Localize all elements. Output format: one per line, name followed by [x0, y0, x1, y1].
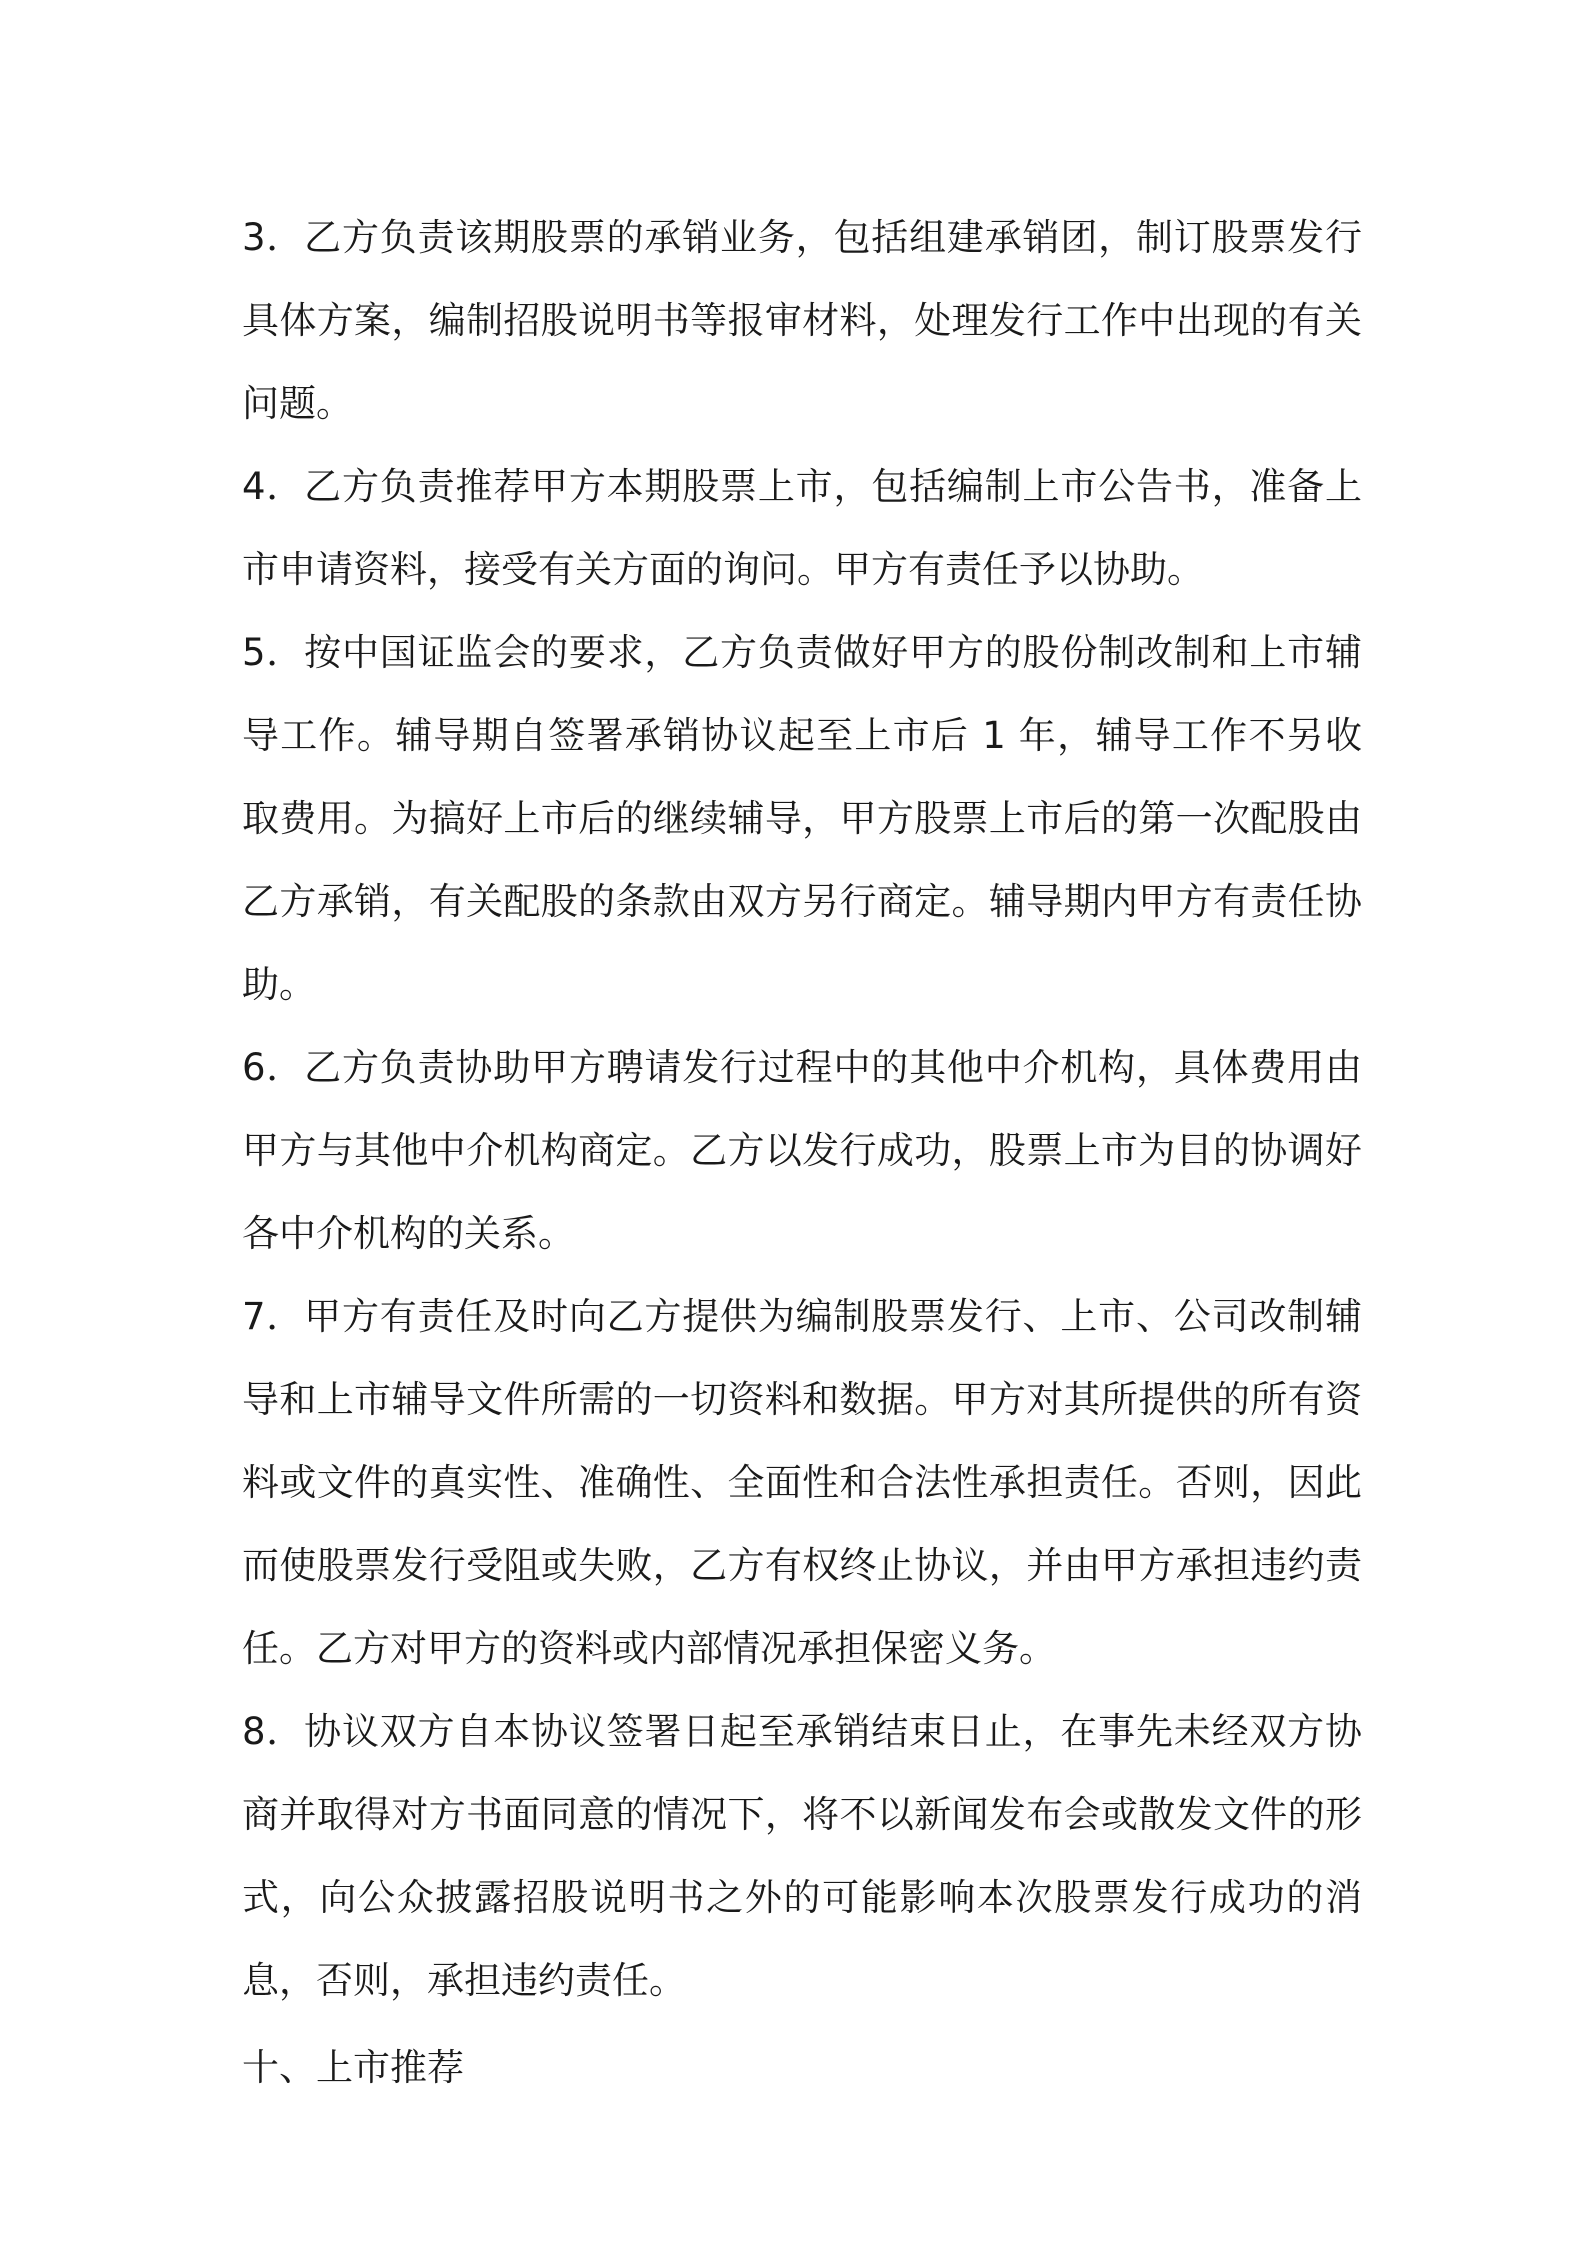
- clause-5: 5．按中国证监会的要求，乙方负责做好甲方的股份制改制和上市辅导工作。辅导期自签署承销协议起至上市后 1 年，辅导工作不另收取费用。为搞好上市后的继续辅导，甲方股票上市后的第一次配股由乙方承销，有关配股的条款由双方另行商定。辅导期内甲方有责任协助。: [242, 631, 1362, 1006]
- clause-8: 8．协议双方自本协议签署日起至承销结束日止，在事先未经双方协商并取得对方书面同意的情况下，将不以新闻发布会或散发文件的形式，向公众披露招股说明书之外的可能影响本次股票发行成功的消息，否则，承担违约责任。: [242, 1710, 1362, 2002]
- section-heading: 十、上市推荐: [242, 2046, 464, 2089]
- clause-3: 3．乙方负责该期股票的承销业务，包括组建承销团，制订股票发行具体方案，编制招股说明书等报审材料，处理发行工作中出现的有关问题。: [242, 216, 1362, 425]
- document-body: [242, 196, 1362, 2109]
- clause-4: 4．乙方负责推荐甲方本期股票上市，包括编制上市公告书，准备上市申请资料，接受有关方面的询问。甲方有责任予以协助。: [242, 465, 1362, 591]
- clause-7: 7．甲方有责任及时向乙方提供为编制股票发行、上市、公司改制辅导和上市辅导文件所需的一切资料和数据。甲方对其所提供的所有资料或文件的真实性、准确性、全面性和合法性承担责任。否则，因此而使股票发行受阻或失败，乙方有权终止协议，并由甲方承担违约责任。乙方对甲方的资料或内部情况承担保密义务。: [242, 1295, 1362, 1670]
- clause-6: 6．乙方负责协助甲方聘请发行过程中的其他中介机构，具体费用由甲方与其他中介机构商定。乙方以发行成功，股票上市为目的协调好各中介机构的关系。: [242, 1046, 1362, 1255]
